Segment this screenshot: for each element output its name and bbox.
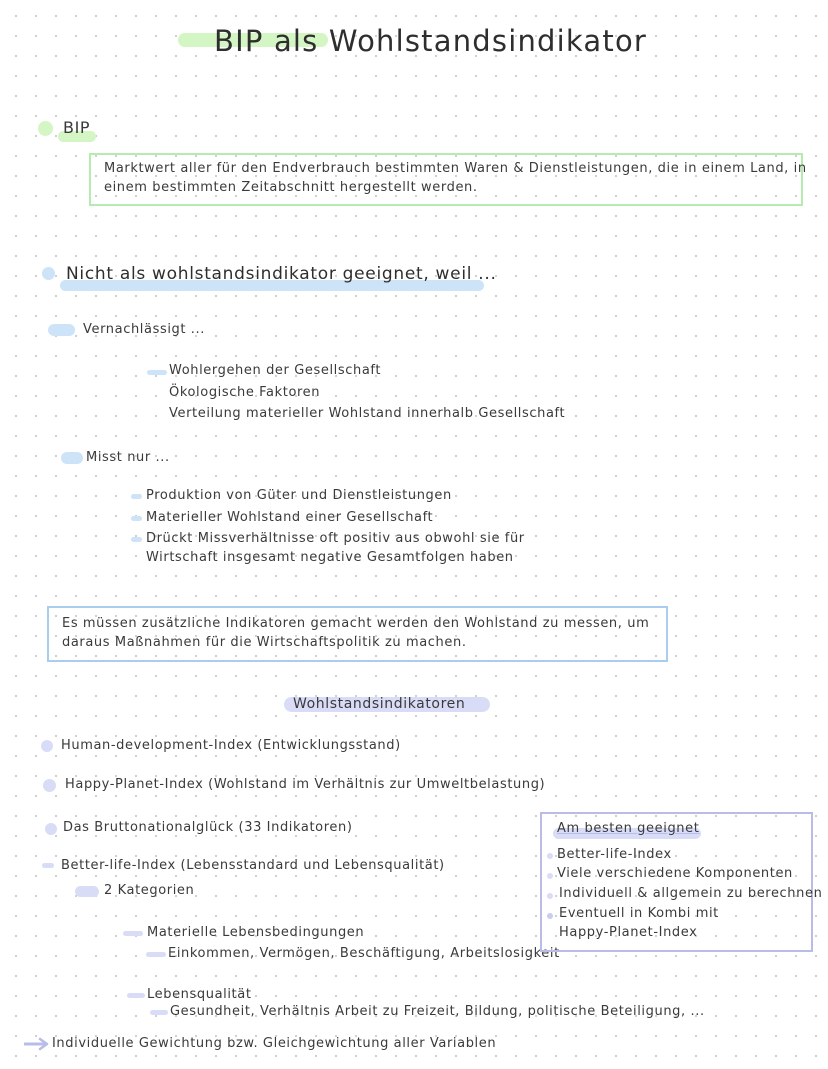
bullet-dash xyxy=(131,516,142,521)
weighting-note: Individuelle Gewichtung bzw. Gleichgewichtung aller Variablen xyxy=(52,1036,497,1051)
label-highlight xyxy=(75,886,99,897)
best-item: Eventuell in Kombi mit xyxy=(559,906,719,921)
indicator-gnh: Das Bruttonationalglück (33 Indikatoren) xyxy=(63,820,353,835)
neglects-item: Wohlergehen der Gesellschaft xyxy=(169,363,382,378)
indicator-bli: Better-life-Index (Lebensstandard und Lebensqualität) xyxy=(61,858,445,873)
material-items: Einkommen, Vermögen, Beschäftigung, Arbeitslosigkeit xyxy=(168,946,560,961)
bullet-dot xyxy=(43,779,56,792)
measures-label: Misst nur ... xyxy=(86,450,170,465)
bullet-dash xyxy=(150,1010,168,1015)
bullet-dot xyxy=(547,913,553,919)
bullet-dash xyxy=(42,863,54,868)
bullet-dot xyxy=(547,893,553,899)
label-highlight xyxy=(48,324,75,336)
indicator-hdi: Human-development-Index (Entwicklungsstand) xyxy=(61,738,401,753)
quality-label: Lebensqualität xyxy=(147,987,252,1002)
not-suitable-heading: Nicht als wohlstandsindikator geeignet, weil ... xyxy=(66,264,497,284)
bullet-dot xyxy=(547,873,553,879)
material-label: Materielle Lebensbedingungen xyxy=(147,925,365,940)
neglects-item: Verteilung materieller Wohlstand innerhalb Gesellschaft xyxy=(169,406,566,421)
bullet-dash xyxy=(123,931,143,936)
bullet-dot xyxy=(41,740,53,752)
page-title: BIP als Wohlstandsindikator xyxy=(214,24,648,58)
best-item: Happy-Planet-Index xyxy=(559,925,698,940)
definition-line-1: Marktwert aller für den Endverbrauch bestimmten Waren & Dienstleistungen, die in einem Land, in xyxy=(104,161,807,176)
bip-heading: BIP xyxy=(63,118,91,137)
conclusion-line-1: Es müssen zusätzliche Indikatoren gemacht werden den Wohlstand zu messen, um xyxy=(62,616,650,631)
arrow-right-icon xyxy=(24,1037,50,1051)
neglects-label: Vernachlässigt ... xyxy=(83,322,206,337)
definition-box xyxy=(89,153,807,206)
measures-item: Drückt Missverhältnisse oft positiv aus obwohl sie für xyxy=(146,531,525,546)
bullet-dash xyxy=(147,370,167,375)
bullet-dot xyxy=(42,267,55,280)
quality-items: Gesundheit, Verhältnis Arbeit zu Freizeit, Bildung, politische Beteiligung, ... xyxy=(170,1004,705,1019)
best-item: Better-life-Index xyxy=(557,847,672,862)
best-suited-box xyxy=(540,812,823,952)
bullet-dash xyxy=(131,494,142,499)
indicator-hpi: Happy-Planet-Index (Wohlstand im Verhältnis zur Umweltbelastung) xyxy=(65,777,546,792)
best-item: Viele verschiedene Komponenten xyxy=(557,866,793,881)
label-highlight xyxy=(61,452,83,464)
best-heading: Am besten geeignet xyxy=(557,821,700,836)
bullet-dash xyxy=(146,952,166,957)
indicators-heading: Wohlstandsindikatoren xyxy=(293,696,466,712)
bullet-dot xyxy=(45,823,57,835)
conclusion-line-2: daraus Maßnahmen für die Wirtschaftspolitik zu machen. xyxy=(62,635,467,650)
best-item: Individuell & allgemein zu berechnen xyxy=(559,886,823,901)
definition-line-2: einem bestimmten Zeitabschnitt hergestellt werden. xyxy=(104,180,478,195)
bullet-dash xyxy=(131,537,142,542)
bli-categories: 2 Kategorien xyxy=(104,883,195,898)
bullet-dash xyxy=(127,993,145,998)
measures-item: Wirtschaft insgesamt negative Gesamtfolgen haben xyxy=(146,550,514,565)
conclusion-box xyxy=(47,606,668,662)
measures-item: Materieller Wohlstand einer Gesellschaft xyxy=(146,510,434,525)
neglects-item: Ökologische Faktoren xyxy=(169,385,321,400)
bullet-dot xyxy=(38,121,53,136)
measures-item: Produktion von Güter und Dienstleistungen xyxy=(146,488,452,503)
bullet-dot xyxy=(547,853,553,859)
